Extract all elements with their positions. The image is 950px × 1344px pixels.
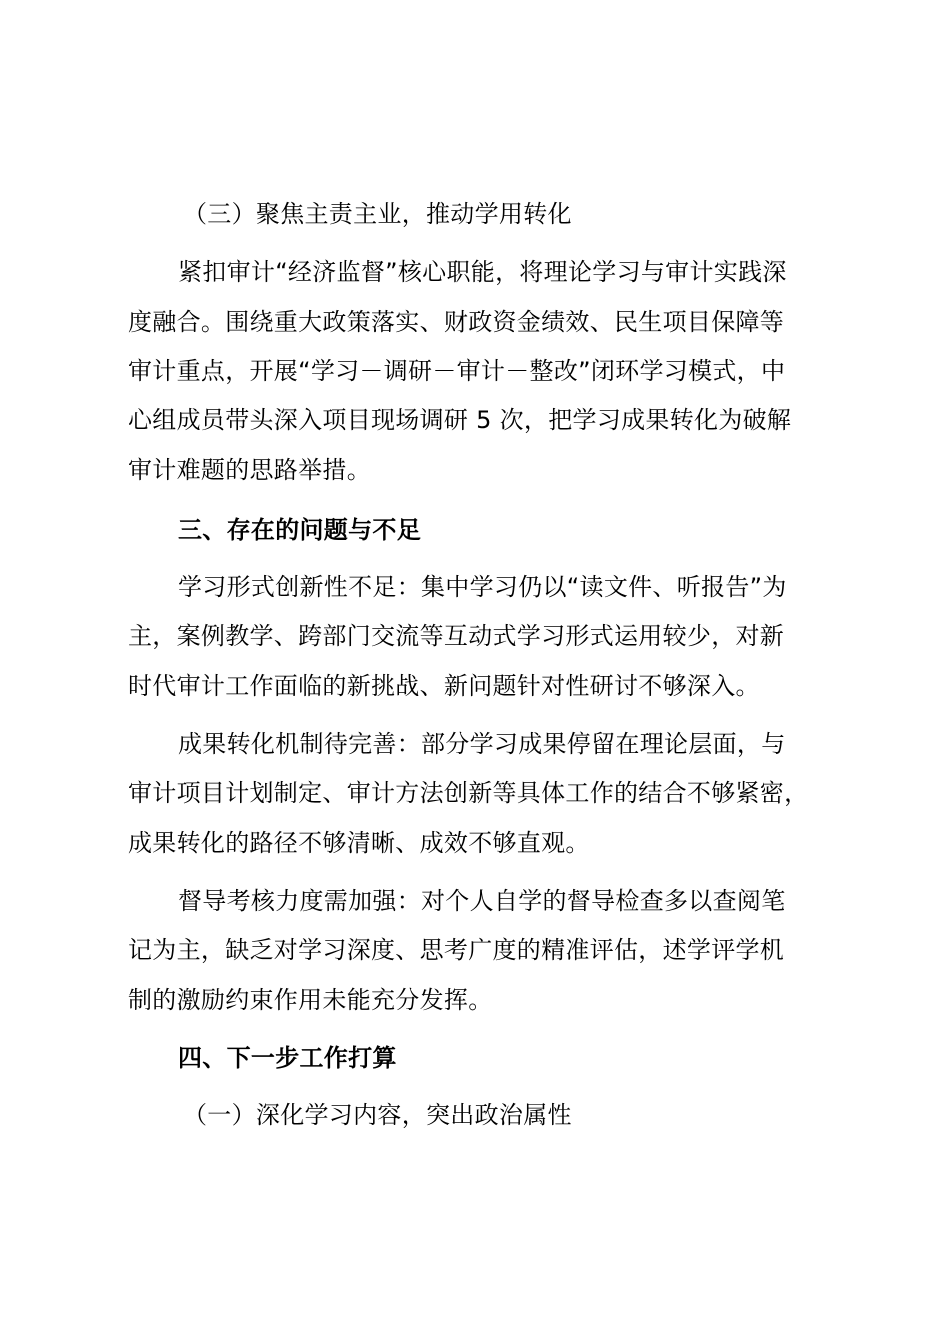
section-heading-problems: 三、存在的问题与不足 [178, 516, 421, 544]
paragraph-line: 紧扣审计“经济监督”核心职能，将理论学习与审计实践深 [178, 258, 787, 286]
paragraph-line: 审计项目计划制定、审计方法创新等具体工作的结合不够紧密， [128, 779, 809, 807]
paragraph-line: 主，案例教学、跨部门交流等互动式学习形式运用较少，对新 [128, 622, 785, 650]
subsection-heading-3: （三）聚焦主责主业，推动学用转化 [183, 200, 572, 228]
section-heading-next-steps: 四、下一步工作打算 [178, 1044, 397, 1072]
paragraph-line: 审计重点，开展“学习－调研－审计－整改”闭环学习模式，中 [128, 357, 786, 385]
paragraph-line: 学习形式创新性不足：集中学习仍以“读文件、听报告”为 [178, 573, 787, 601]
paragraph-line: 成果转化机制待完善：部分学习成果停留在理论层面，与 [178, 730, 786, 758]
paragraph-line: 心组成员带头深入项目现场调研 5 次，把学习成果转化为破解 [128, 406, 792, 434]
paragraph-line: 度融合。围绕重大政策落实、财政资金绩效、民生项目保障等 [128, 308, 785, 336]
paragraph-line: 审计难题的思路举措。 [128, 456, 371, 484]
paragraph-line: 成果转化的路径不够清晰、成效不够直观。 [128, 829, 590, 857]
paragraph-line: 记为主，缺乏对学习深度、思考广度的精准评估，述学评学机 [128, 936, 785, 964]
paragraph-line: 时代审计工作面临的新挑战、新问题针对性研讨不够深入。 [128, 672, 760, 700]
paragraph-line: 督导考核力度需加强：对个人自学的督导检查多以查阅笔 [178, 887, 786, 915]
subsection-heading-1: （一）深化学习内容，突出政治属性 [183, 1101, 572, 1129]
paragraph-line: 制的激励约束作用未能充分发挥。 [128, 986, 493, 1014]
